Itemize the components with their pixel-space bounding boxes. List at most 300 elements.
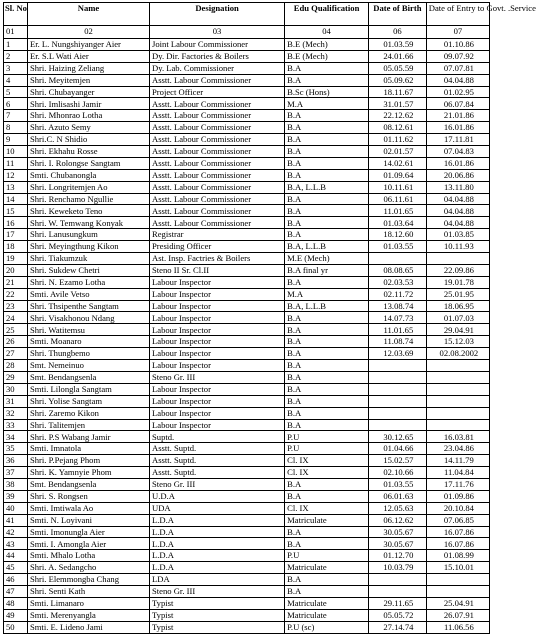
cell-date-of-birth: 08.08.65 xyxy=(369,264,427,276)
cell-edu-qualification: B.A xyxy=(285,217,369,229)
cell-date-of-entry xyxy=(426,395,489,407)
cell-date-of-birth: 30.12.65 xyxy=(369,431,427,443)
cell-designation: Suptd. xyxy=(150,431,285,443)
cell-date-of-birth: 06.01.63 xyxy=(369,490,427,502)
cell-sl-no: 22 xyxy=(4,288,28,300)
table-row xyxy=(4,348,490,360)
cell-designation: Steno II Sr. Cl.II xyxy=(150,264,285,276)
cell-date-of-entry: 04.04.88 xyxy=(426,217,489,229)
cell-date-of-entry: 01.03.85 xyxy=(426,229,489,241)
cell-designation: Joint Labour Commissioner xyxy=(150,39,285,51)
cell-date-of-birth: 02.10.66 xyxy=(369,467,427,479)
cell-edu-qualification: B.A xyxy=(285,348,369,360)
cell-edu-qualification: B.Sc (Hons) xyxy=(285,86,369,98)
cell-designation: Asstt. Labour Commissioner xyxy=(150,146,285,158)
cell-name: Shri. W. Temwang Konyak xyxy=(27,217,149,229)
cell-sl-no: 43 xyxy=(4,538,28,550)
cell-edu-qualification: B.A xyxy=(285,193,369,205)
cell-date-of-entry xyxy=(426,371,489,383)
cell-name: Shri. Visakhonou Ndang xyxy=(27,312,149,324)
cell-edu-qualification: B.A xyxy=(285,134,369,146)
cell-name: Shri. I. Rolongse Sangtam xyxy=(27,157,149,169)
header-row xyxy=(4,3,490,26)
cell-date-of-birth: 15.02.57 xyxy=(369,455,427,467)
table-row xyxy=(4,241,490,253)
table-row xyxy=(4,74,490,86)
cell-designation: Labour Inspector xyxy=(150,407,285,419)
cell-designation: Asstt. Labour Commissioner xyxy=(150,122,285,134)
cell-date-of-birth: 01.04.66 xyxy=(369,443,427,455)
cell-date-of-entry: 01.07.03 xyxy=(426,312,489,324)
cell-date-of-birth: 10.11.61 xyxy=(369,181,427,193)
cell-edu-qualification: P.U xyxy=(285,443,369,455)
cell-designation: U.D.A xyxy=(150,490,285,502)
cell-name: Smt. Nemeinuo xyxy=(27,360,149,372)
cell-edu-qualification: B.A xyxy=(285,312,369,324)
cell-name: Shri. Ekhahu Rosse xyxy=(27,146,149,158)
cell-date-of-birth: 11.01.65 xyxy=(369,205,427,217)
cell-sl-no: 16 xyxy=(4,217,28,229)
cell-sl-no: 20 xyxy=(4,264,28,276)
cell-edu-qualification: B.A xyxy=(285,74,369,86)
cell-sl-no: 17 xyxy=(4,229,28,241)
cell-name: Shri. Lanusungkum xyxy=(27,229,149,241)
cell-edu-qualification: B.A xyxy=(285,157,369,169)
cell-edu-qualification: B.A final yr xyxy=(285,264,369,276)
cell-date-of-birth: 02.11.72 xyxy=(369,288,427,300)
column-number: 06 xyxy=(369,26,427,39)
cell-designation: Typist xyxy=(150,621,285,633)
cell-edu-qualification: B.A xyxy=(285,62,369,74)
cell-edu-qualification: Cl. IX xyxy=(285,455,369,467)
cell-designation: Labour Inspector xyxy=(150,419,285,431)
cell-name: Shri. Meyingthung Kikon xyxy=(27,241,149,253)
cell-edu-qualification: B.A xyxy=(285,122,369,134)
cell-edu-qualification: B.A xyxy=(285,324,369,336)
cell-designation: L.D.A xyxy=(150,526,285,538)
cell-sl-no: 46 xyxy=(4,574,28,586)
cell-designation: Asstt. Labour Commissioner xyxy=(150,217,285,229)
cell-designation: L.D.A xyxy=(150,550,285,562)
cell-name: Shri. Mhonrao Lotha xyxy=(27,110,149,122)
cell-date-of-birth: 11.08.74 xyxy=(369,336,427,348)
cell-name: Shri. Azuto Semy xyxy=(27,122,149,134)
cell-date-of-birth: 06.12.62 xyxy=(369,514,427,526)
cell-sl-no: 14 xyxy=(4,193,28,205)
table-row xyxy=(4,39,490,51)
table-row xyxy=(4,324,490,336)
cell-designation: Asstt. Labour Commissioner xyxy=(150,98,285,110)
cell-date-of-birth: 27.14.74 xyxy=(369,621,427,633)
cell-sl-no: 7 xyxy=(4,110,28,122)
cell-designation: Asstt. Labour Commissioner xyxy=(150,110,285,122)
cell-name: Shri. Renchamo Ngullie xyxy=(27,193,149,205)
cell-sl-no: 27 xyxy=(4,348,28,360)
cell-sl-no: 25 xyxy=(4,324,28,336)
cell-name: Smt. Bendangsenla xyxy=(27,371,149,383)
cell-designation: LDA xyxy=(150,574,285,586)
table-row xyxy=(4,585,490,597)
cell-date-of-entry: 16.07.86 xyxy=(426,538,489,550)
column-number: 07 xyxy=(426,26,489,39)
cell-designation: Dy. Lab. Commissioner xyxy=(150,62,285,74)
cell-edu-qualification: M.E (Mech) xyxy=(285,253,369,265)
cell-sl-no: 44 xyxy=(4,550,28,562)
cell-edu-qualification: B.A, L.L.B xyxy=(285,181,369,193)
cell-date-of-entry: 02.08.2002 xyxy=(426,348,489,360)
cell-edu-qualification: B.A xyxy=(285,360,369,372)
cell-edu-qualification: B.E (Mech) xyxy=(285,39,369,51)
cell-date-of-birth: 11.01.65 xyxy=(369,324,427,336)
cell-date-of-entry: 25.04.91 xyxy=(426,597,489,609)
table-row xyxy=(4,157,490,169)
cell-name: Shri. Imlisashi Jamir xyxy=(27,98,149,110)
cell-date-of-birth xyxy=(369,383,427,395)
cell-date-of-entry: 01.10.86 xyxy=(426,39,489,51)
cell-date-of-entry: 07.07.81 xyxy=(426,62,489,74)
table-row xyxy=(4,276,490,288)
cell-designation: Labour Inspector xyxy=(150,395,285,407)
cell-date-of-entry: 29.04.91 xyxy=(426,324,489,336)
table-row xyxy=(4,490,490,502)
table-body xyxy=(4,39,490,634)
cell-designation: Registrar xyxy=(150,229,285,241)
cell-name: Shri. A. Sedangcho xyxy=(27,562,149,574)
cell-designation: Labour Inspector xyxy=(150,348,285,360)
cell-designation: Steno Gr. III xyxy=(150,585,285,597)
table-row xyxy=(4,193,490,205)
table-row xyxy=(4,288,490,300)
cell-name: Smti. Imonungla Aier xyxy=(27,526,149,538)
cell-designation: Asstt. Labour Commissioner xyxy=(150,134,285,146)
cell-date-of-birth: 01.09.64 xyxy=(369,169,427,181)
table-header xyxy=(4,3,536,39)
column-number: 03 xyxy=(150,26,285,39)
cell-edu-qualification: B.A xyxy=(285,478,369,490)
cell-name: Smti. Limanaro xyxy=(27,597,149,609)
cell-name: Shri. Zaremo Kikon xyxy=(27,407,149,419)
table-row xyxy=(4,502,490,514)
table-row xyxy=(4,443,490,455)
cell-date-of-entry: 11.04.84 xyxy=(426,467,489,479)
cell-date-of-birth: 01.12.70 xyxy=(369,550,427,562)
cell-edu-qualification: B.A xyxy=(285,538,369,550)
cell-date-of-birth: 14.07.73 xyxy=(369,312,427,324)
cell-edu-qualification: M.A xyxy=(285,288,369,300)
cell-sl-no: 9 xyxy=(4,134,28,146)
table-row xyxy=(4,110,490,122)
cell-date-of-entry: 07.06.85 xyxy=(426,514,489,526)
cell-date-of-entry xyxy=(426,407,489,419)
cell-date-of-birth xyxy=(369,395,427,407)
cell-date-of-birth: 12.03.69 xyxy=(369,348,427,360)
table-row xyxy=(4,253,490,265)
cell-date-of-birth: 18.11.67 xyxy=(369,86,427,98)
cell-sl-no: 30 xyxy=(4,383,28,395)
cell-sl-no: 1 xyxy=(4,39,28,51)
cell-date-of-birth: 01.03.64 xyxy=(369,217,427,229)
table-row xyxy=(4,609,490,621)
cell-edu-qualification: B.A, L.L.B xyxy=(285,241,369,253)
header-edu-qualification: Edu Qualification xyxy=(285,3,369,26)
cell-date-of-birth: 08.12.61 xyxy=(369,122,427,134)
cell-designation: Labour Inspector xyxy=(150,288,285,300)
cell-date-of-entry: 20.06.86 xyxy=(426,169,489,181)
cell-name: Smti. Imtiwala Ao xyxy=(27,502,149,514)
table-row xyxy=(4,550,490,562)
cell-edu-qualification: Cl. IX xyxy=(285,467,369,479)
cell-name: Shri. Yolise Sangtam xyxy=(27,395,149,407)
table-row xyxy=(4,62,490,74)
cell-name: Shri. Chubayanger xyxy=(27,86,149,98)
cell-edu-qualification: B.A xyxy=(285,419,369,431)
cell-sl-no: 36 xyxy=(4,455,28,467)
cell-sl-no: 3 xyxy=(4,62,28,74)
cell-date-of-entry: 01.09.86 xyxy=(426,490,489,502)
cell-date-of-entry: 15.12.03 xyxy=(426,336,489,348)
cell-name: Smti. Chubanongla xyxy=(27,169,149,181)
table-row xyxy=(4,98,490,110)
cell-edu-qualification: Matriculate xyxy=(285,597,369,609)
cell-name: Shri. K. Yamnyie Phom xyxy=(27,467,149,479)
cell-edu-qualification: B.A xyxy=(285,146,369,158)
cell-name: Er. L. Nungshiyanger Aier xyxy=(27,39,149,51)
cell-date-of-birth: 02.03.53 xyxy=(369,276,427,288)
cell-date-of-birth: 01.03.59 xyxy=(369,39,427,51)
cell-designation: Labour Inspector xyxy=(150,324,285,336)
table-row xyxy=(4,50,490,62)
cell-designation: Asstt. Labour Commissioner xyxy=(150,169,285,181)
cell-name: Shri.C. N Shidio xyxy=(27,134,149,146)
cell-sl-no: 45 xyxy=(4,562,28,574)
cell-name: Smti. Mhalo Lotha xyxy=(27,550,149,562)
cell-edu-qualification: B.A, L.L.B xyxy=(285,300,369,312)
cell-designation: Labour Inspector xyxy=(150,360,285,372)
cell-date-of-entry: 22.09.86 xyxy=(426,264,489,276)
cell-edu-qualification: P.U xyxy=(285,550,369,562)
cell-sl-no: 42 xyxy=(4,526,28,538)
table-row xyxy=(4,597,490,609)
cell-designation: Labour Inspector xyxy=(150,300,285,312)
column-number-row xyxy=(4,26,490,39)
table-row xyxy=(4,134,490,146)
cell-name: Shri. Longritemjen Ao xyxy=(27,181,149,193)
cell-date-of-birth xyxy=(369,574,427,586)
cell-designation: Asstt. Labour Commissioner xyxy=(150,205,285,217)
cell-designation: L.D.A xyxy=(150,562,285,574)
cell-date-of-birth xyxy=(369,360,427,372)
cell-date-of-entry: 04.04.88 xyxy=(426,205,489,217)
cell-date-of-entry xyxy=(426,585,489,597)
cell-date-of-entry: 15.10.01 xyxy=(426,562,489,574)
cell-sl-no: 11 xyxy=(4,157,28,169)
cell-name: Shri. Sukdew Chetri xyxy=(27,264,149,276)
cell-edu-qualification: B.E (Mech) xyxy=(285,50,369,62)
table-row xyxy=(4,312,490,324)
cell-sl-no: 5 xyxy=(4,86,28,98)
cell-edu-qualification: B.A xyxy=(285,371,369,383)
cell-name: Shri. P.S Wabang Jamir xyxy=(27,431,149,443)
cell-edu-qualification: B.A xyxy=(285,169,369,181)
cell-name: Shri. Talitemjen xyxy=(27,419,149,431)
cell-edu-qualification: B.A xyxy=(285,110,369,122)
table-row xyxy=(4,407,490,419)
cell-date-of-entry: 16.01.86 xyxy=(426,122,489,134)
cell-sl-no: 50 xyxy=(4,621,28,633)
cell-date-of-birth: 22.12.62 xyxy=(369,110,427,122)
staff-table xyxy=(3,2,536,634)
cell-designation: L.D.A xyxy=(150,538,285,550)
cell-date-of-birth xyxy=(369,407,427,419)
cell-date-of-birth: 14.02.61 xyxy=(369,157,427,169)
cell-date-of-birth xyxy=(369,419,427,431)
cell-name: Smti. Imnatola xyxy=(27,443,149,455)
cell-name: Shri. Senti Kath xyxy=(27,585,149,597)
table-row xyxy=(4,86,490,98)
cell-date-of-birth xyxy=(369,371,427,383)
cell-designation: Steno Gr. III xyxy=(150,371,285,383)
cell-date-of-entry xyxy=(426,574,489,586)
cell-edu-qualification: Cl. IX xyxy=(285,502,369,514)
cell-designation: Ast. Insp. Factries & Boilers xyxy=(150,253,285,265)
cell-date-of-birth: 01.03.55 xyxy=(369,241,427,253)
cell-date-of-entry: 19.01.78 xyxy=(426,276,489,288)
table-row xyxy=(4,229,490,241)
cell-sl-no: 8 xyxy=(4,122,28,134)
cell-designation: L.D.A xyxy=(150,514,285,526)
cell-date-of-entry: 09.07.92 xyxy=(426,50,489,62)
cell-date-of-birth: 10.03.79 xyxy=(369,562,427,574)
column-number: 01 xyxy=(4,26,28,39)
cell-designation: Presiding Officer xyxy=(150,241,285,253)
cell-date-of-entry: 10.11.93 xyxy=(426,241,489,253)
table-row xyxy=(4,169,490,181)
cell-date-of-entry xyxy=(426,253,489,265)
cell-edu-qualification: B.A xyxy=(285,336,369,348)
cell-designation: Labour Inspector xyxy=(150,312,285,324)
cell-designation: UDA xyxy=(150,502,285,514)
cell-date-of-birth xyxy=(369,253,427,265)
table-row xyxy=(4,574,490,586)
cell-edu-qualification: B.A xyxy=(285,490,369,502)
header-name: Name xyxy=(27,3,149,26)
table-row xyxy=(4,336,490,348)
cell-date-of-birth: 12.05.63 xyxy=(369,502,427,514)
cell-name: Shri. Thsipenthe Sangtam xyxy=(27,300,149,312)
cell-date-of-birth: 05.09.62 xyxy=(369,74,427,86)
cell-sl-no: 18 xyxy=(4,241,28,253)
cell-designation: Labour Inspector xyxy=(150,276,285,288)
cell-date-of-entry: 07.04.83 xyxy=(426,146,489,158)
cell-name: Shri. N. Ezamo Lotha xyxy=(27,276,149,288)
cell-sl-no: 26 xyxy=(4,336,28,348)
cell-edu-qualification: B.A xyxy=(285,383,369,395)
cell-designation: Asstt. Suptd. xyxy=(150,443,285,455)
cell-date-of-entry: 20.10.84 xyxy=(426,502,489,514)
cell-sl-no: 23 xyxy=(4,300,28,312)
cell-date-of-entry: 26.07.91 xyxy=(426,609,489,621)
cell-sl-no: 24 xyxy=(4,312,28,324)
cell-date-of-entry: 23.04.86 xyxy=(426,443,489,455)
cell-sl-no: 47 xyxy=(4,585,28,597)
cell-edu-qualification: P.U (sc) xyxy=(285,621,369,633)
cell-edu-qualification: P.U xyxy=(285,431,369,443)
cell-name: Shri. Elemmongba Chang xyxy=(27,574,149,586)
cell-name: Smti. Merenyangla xyxy=(27,609,149,621)
cell-date-of-birth xyxy=(369,585,427,597)
table-row xyxy=(4,526,490,538)
table-row xyxy=(4,419,490,431)
table-row xyxy=(4,455,490,467)
table-row xyxy=(4,478,490,490)
cell-designation: Asstt. Suptd. xyxy=(150,455,285,467)
cell-designation: Asstt. Labour Commissioner xyxy=(150,181,285,193)
cell-date-of-entry: 16.01.86 xyxy=(426,157,489,169)
cell-edu-qualification: M.A xyxy=(285,98,369,110)
cell-edu-qualification: Matriculate xyxy=(285,514,369,526)
cell-name: Smti. N. Loyivani xyxy=(27,514,149,526)
cell-name: Smt. Bendangsenla xyxy=(27,478,149,490)
cell-edu-qualification: B.A xyxy=(285,229,369,241)
cell-date-of-entry: 06.07.84 xyxy=(426,98,489,110)
cell-date-of-entry: 13.11.80 xyxy=(426,181,489,193)
cell-edu-qualification: B.A xyxy=(285,574,369,586)
cell-date-of-entry: 04.04.88 xyxy=(426,193,489,205)
cell-name: Shri. Tiakumzuk xyxy=(27,253,149,265)
cell-edu-qualification: B.A xyxy=(285,407,369,419)
table-row xyxy=(4,146,490,158)
cell-date-of-birth: 18.12.60 xyxy=(369,229,427,241)
cell-sl-no: 35 xyxy=(4,443,28,455)
cell-designation: Dy. Dir. Factories & Boilers xyxy=(150,50,285,62)
cell-date-of-entry: 11.06.56 xyxy=(426,621,489,633)
cell-date-of-birth: 29.11.65 xyxy=(369,597,427,609)
cell-date-of-birth: 30.05.67 xyxy=(369,538,427,550)
table-row xyxy=(4,395,490,407)
cell-edu-qualification: Matriculate xyxy=(285,562,369,574)
cell-designation: Asstt. Labour Commissioner xyxy=(150,74,285,86)
cell-date-of-birth: 05.05.59 xyxy=(369,62,427,74)
cell-date-of-birth: 05.05.72 xyxy=(369,609,427,621)
cell-sl-no: 48 xyxy=(4,597,28,609)
cell-edu-qualification: B.A xyxy=(285,395,369,407)
column-number: 02 xyxy=(27,26,149,39)
header-sl-no: Sl. No xyxy=(4,3,28,26)
cell-date-of-entry xyxy=(426,383,489,395)
table-row xyxy=(4,431,490,443)
table-row xyxy=(4,467,490,479)
cell-name: Er. S.L Wati Aier xyxy=(27,50,149,62)
cell-sl-no: 13 xyxy=(4,181,28,193)
cell-name: Smti. I. Amongla Aier xyxy=(27,538,149,550)
table-row xyxy=(4,205,490,217)
cell-date-of-birth: 02.01.57 xyxy=(369,146,427,158)
cell-date-of-entry: 17.11.81 xyxy=(426,134,489,146)
cell-date-of-entry xyxy=(426,419,489,431)
cell-sl-no: 4 xyxy=(4,74,28,86)
header-date-of-birth: Date of Birth xyxy=(369,3,427,26)
cell-designation: Labour Inspector xyxy=(150,336,285,348)
table-row xyxy=(4,360,490,372)
cell-designation: Project Officer xyxy=(150,86,285,98)
cell-date-of-birth: 01.03.55 xyxy=(369,478,427,490)
table-row xyxy=(4,181,490,193)
cell-name: Smti. Avile Vetso xyxy=(27,288,149,300)
cell-sl-no: 21 xyxy=(4,276,28,288)
table-row xyxy=(4,122,490,134)
cell-sl-no: 12 xyxy=(4,169,28,181)
cell-date-of-entry: 01.02.95 xyxy=(426,86,489,98)
